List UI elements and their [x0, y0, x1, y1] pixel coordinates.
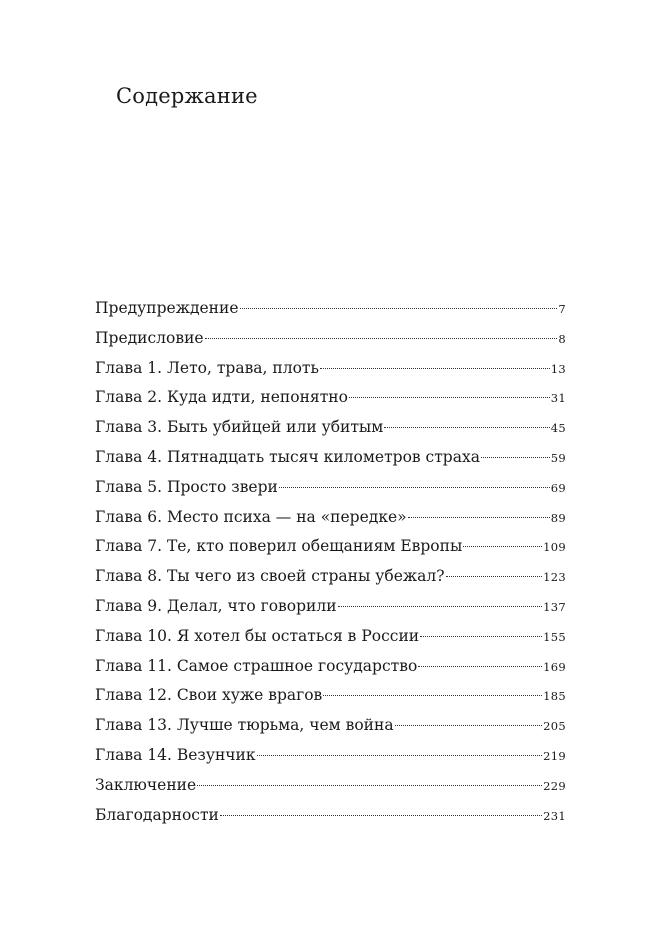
toc-entry[interactable] [95, 741, 566, 771]
toc-entry[interactable] [95, 413, 566, 443]
toc-entry-title: Глава 6. Место психа — на «передке» [95, 507, 407, 526]
toc-entry[interactable] [95, 473, 566, 503]
toc-page-number: 7 [558, 302, 566, 316]
toc-page-number: 123 [543, 570, 566, 585]
toc-entry-title: Глава 4. Пятнадцать тысяч километров страха [95, 447, 480, 466]
toc-dot-leader [197, 785, 542, 786]
toc-dot-leader [481, 457, 550, 458]
toc-entry-title: Заключение [95, 775, 197, 794]
toc-dot-leader [349, 397, 550, 398]
toc-page-number: 8 [558, 331, 566, 346]
toc-entry[interactable] [95, 771, 566, 801]
toc-dot-leader [240, 308, 558, 309]
toc-entry[interactable] [95, 681, 566, 711]
toc-entry[interactable] [95, 443, 566, 473]
toc-page-number: 89 [550, 510, 566, 525]
toc-dot-leader [384, 427, 549, 428]
toc-entry[interactable] [95, 294, 566, 324]
toc-dot-leader [420, 636, 542, 637]
toc-page-number: 169 [543, 659, 566, 674]
toc-entry[interactable] [95, 383, 566, 413]
toc-entry-title: Предупреждение [95, 299, 239, 317]
toc-entry-title: Глава 1. Лето, трава, плоть [95, 358, 319, 377]
toc-page-number: 137 [543, 599, 566, 614]
toc-entry-title: Глава 12. Свои хуже врагов [95, 686, 323, 705]
toc-entry-title: Глава 7. Те, кто поверил обещаниям Европы [95, 537, 463, 556]
toc-dot-leader [408, 517, 550, 518]
toc-entry[interactable] [95, 652, 566, 682]
toc-entry-title: Благодарности [95, 805, 219, 824]
toc-entry[interactable] [95, 801, 566, 831]
toc-page-number: 59 [550, 450, 566, 465]
toc-page-number: 109 [543, 540, 566, 555]
toc-entry-title: Глава 9. Делал, что говорили [95, 596, 337, 615]
toc-entry-title: Глава 10. Я хотел бы остаться в России [95, 626, 420, 645]
toc-page-number: 185 [543, 689, 566, 704]
toc-dot-leader [220, 815, 542, 816]
toc-page-number: 229 [543, 778, 566, 793]
toc-entry[interactable] [95, 622, 566, 652]
toc-page-number: 13 [550, 361, 566, 376]
toc-dot-leader [320, 368, 550, 369]
toc-entry-title: Предисловие [95, 328, 204, 347]
toc-page-number: 69 [550, 480, 566, 495]
toc-entry[interactable] [95, 562, 566, 592]
toc-entry[interactable] [95, 711, 566, 741]
toc-dot-leader [279, 487, 550, 488]
toc-dot-leader [395, 725, 543, 726]
toc-dot-leader [446, 576, 543, 577]
toc-entry[interactable] [95, 592, 566, 622]
toc-entry[interactable] [95, 532, 566, 562]
toc-dot-leader [338, 606, 543, 607]
toc-page-number: 205 [543, 719, 566, 734]
toc-entry-title: Глава 2. Куда идти, непонятно [95, 388, 348, 407]
toc-page-number: 31 [550, 391, 566, 406]
toc-dot-leader [323, 695, 542, 696]
toc-entry[interactable] [95, 503, 566, 533]
toc-entry-title: Глава 14. Везунчик [95, 745, 256, 764]
toc-dot-leader [205, 338, 558, 339]
toc-page-number: 155 [543, 629, 566, 644]
toc-dot-leader [463, 546, 542, 547]
toc-entry[interactable] [95, 354, 566, 384]
toc-entry-title: Глава 3. Быть убийцей или убитым [95, 418, 384, 437]
page-title: Содержание [116, 84, 258, 108]
toc-page-number: 45 [550, 421, 566, 436]
toc-entry-title: Глава 11. Самое страшное государство [95, 656, 418, 675]
toc-page-number: 219 [543, 748, 566, 763]
toc-entry-title: Глава 5. Просто звери [95, 477, 278, 496]
toc-page-number: 231 [543, 808, 566, 823]
toc-entry[interactable] [95, 324, 566, 354]
table-of-contents [95, 294, 566, 830]
toc-dot-leader [257, 755, 543, 756]
toc-dot-leader [418, 666, 542, 667]
toc-entry-title: Глава 13. Лучше тюрьма, чем война [95, 716, 394, 735]
toc-entry-title: Глава 8. Ты чего из своей страны убежал? [95, 567, 445, 586]
